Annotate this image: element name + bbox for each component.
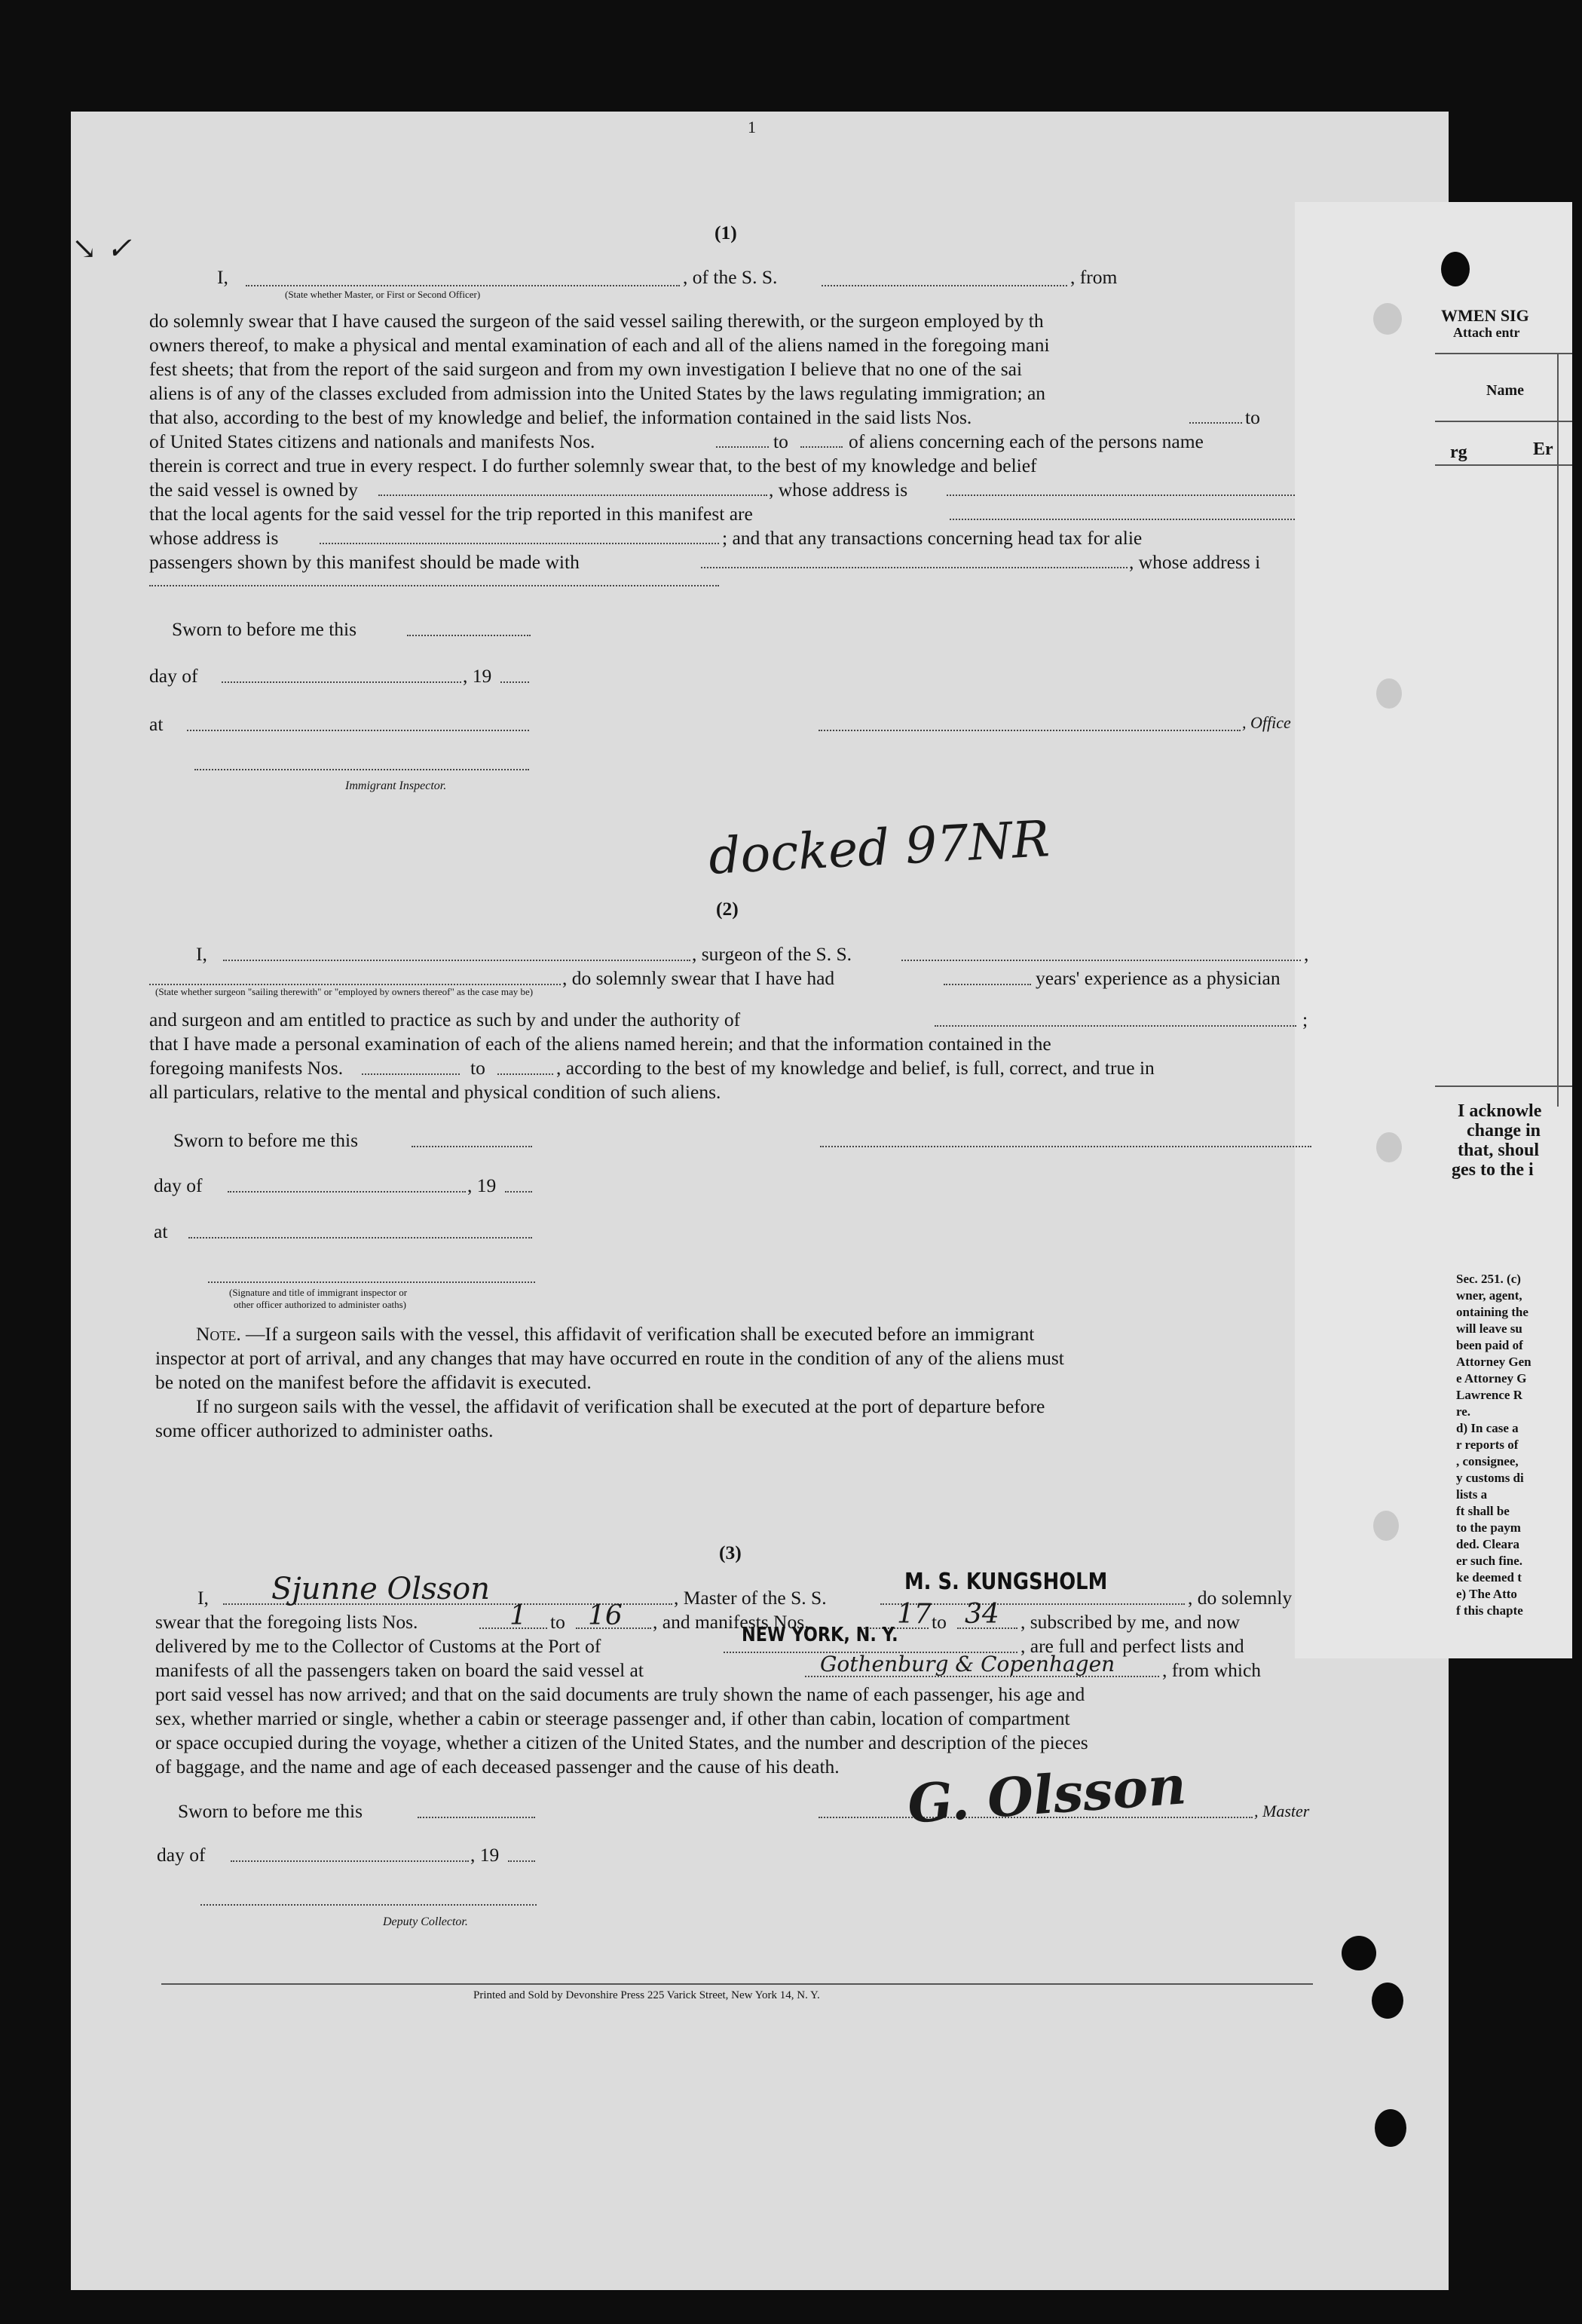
rs-ack-1: I acknowle <box>1458 1101 1542 1121</box>
s1-body-10: whose address is <box>149 527 279 549</box>
rs-row1-b: Er <box>1533 439 1553 459</box>
margin-scribble: ↘ ✓ <box>72 231 132 266</box>
s3-subscribed: , subscribed by me, and now <box>1020 1611 1241 1633</box>
s2-sworn: Sworn to before me this <box>173 1129 359 1151</box>
rs-sec-13: y customs di <box>1456 1471 1524 1485</box>
s2-note-3: be noted on the manifest before the affidavit is executed. <box>155 1371 592 1393</box>
s2-signature-note-2: other officer authorized to administer oaths) <box>234 1299 406 1310</box>
footer-printer: Printed and Sold by Devonshire Press 225 Varick Street, New York 14, N. Y. <box>473 1989 820 2001</box>
rs-sec-4: will leave su <box>1456 1321 1522 1336</box>
s3-body-2: sex, whether married or single, whether a cabin or steerage passenger and, if other than cabin, location of compartment <box>155 1707 1070 1729</box>
s2-note-label: Note. <box>196 1323 241 1345</box>
s3-solemnly: , do solemnly <box>1188 1587 1293 1609</box>
s1-day-blank <box>222 681 461 683</box>
rs-header-1: WMEN SIG <box>1441 306 1529 325</box>
s2-signature-note-1: (Signature and title of immigrant inspector or <box>229 1287 408 1298</box>
s3-to: to <box>550 1611 565 1633</box>
s2-swear: , do solemnly swear that I have had <box>562 967 835 989</box>
s2-sign-blank <box>820 1146 1311 1147</box>
rs-sec-19: ke deemed t <box>1456 1570 1522 1585</box>
s3-full: , are full and perfect lists and <box>1020 1635 1244 1657</box>
s1-body-1: do solemnly swear that I have caused the surgeon of the said vessel sailing therewith, or the surgeon employed by th <box>149 310 1044 332</box>
s2-surgeon-name-blank <box>223 960 690 961</box>
s2-nos-blank <box>362 1073 460 1075</box>
s2-note-4: If no surgeon sails with the vessel, the affidavit of verification shall be executed at the port of departure before <box>196 1395 1045 1417</box>
rs-sec-11: r reports of <box>1456 1438 1519 1452</box>
section-2-number: (2) <box>716 898 739 920</box>
s1-manifests-from-blank <box>716 446 769 448</box>
s3-body-3: or space occupied during the voyage, whether a citizen of the United States, and the number and description of the pieces <box>155 1732 1088 1753</box>
s3-sworn-blank <box>418 1817 535 1818</box>
rs-sec-21: f this chapte <box>1456 1603 1523 1618</box>
rs-sec-3: ontaining the <box>1456 1305 1528 1319</box>
rs-header-2: Attach entr <box>1453 325 1520 340</box>
s3-manifests-taken: manifests of all the passengers taken on board the said vessel at <box>155 1659 644 1681</box>
s2-years: years' experience as a physician <box>1036 967 1281 989</box>
s1-head-tax: ; and that any transactions concerning head tax for alie <box>722 527 1143 549</box>
s2-year: , 19 <box>467 1174 497 1196</box>
s1-officer-note: (State whether Master, or First or Second Officer) <box>285 289 481 300</box>
footer-rule <box>161 1983 1313 1985</box>
s3-master-of: , Master of the S. S. <box>674 1587 827 1609</box>
s1-body-5: that also, according to the best of my knowledge and belief, the information contained in the said lists Nos. <box>149 406 972 428</box>
binder-hole <box>1342 1936 1376 1970</box>
s1-at-blank <box>187 730 529 731</box>
s1-head-tax-blank <box>701 567 1128 568</box>
s2-note-2: inspector at port of arrival, and any changes that may have occurred en route in the condition of any of the aliens must <box>155 1347 1064 1369</box>
rs-ack-3: that, shoul <box>1458 1141 1540 1160</box>
page-number: 1 <box>748 118 756 136</box>
s3-lists-from: 1 <box>509 1600 527 1631</box>
rs-sec-15: ft shall be <box>1456 1504 1510 1518</box>
s1-body-4: aliens is of any of the classes excluded from admission into the United States by the laws regulating immigration; an <box>149 382 1046 404</box>
s2-surgeon-note: (State whether surgeon "sailing therewith" or "employed by owners thereof" as the case may be) <box>155 986 534 997</box>
s3-delivered: delivered by me to the Collector of Customs at the Port of <box>155 1635 601 1657</box>
s2-body-4: all particulars, relative to the mental and physical condition of such aliens. <box>149 1081 721 1103</box>
s2-i: I, <box>196 943 207 965</box>
s1-whose-address: , whose address is <box>769 479 908 501</box>
docked-handwritten-note: docked 97NR <box>707 810 1051 886</box>
binder-hole <box>1372 1983 1403 2019</box>
s3-manifests: , and manifests Nos. <box>653 1611 809 1633</box>
rs-col-divider <box>1557 353 1559 1107</box>
binder-hole <box>1376 1132 1402 1162</box>
s3-manifests-to: 34 <box>965 1599 999 1630</box>
s2-surgeon-type-blank <box>149 984 561 985</box>
s1-inspector: Immigrant Inspector. <box>345 779 447 792</box>
s1-officer: , Office <box>1242 713 1291 732</box>
s3-manifests-from: 17 <box>897 1599 932 1630</box>
binder-hole <box>1373 1511 1399 1541</box>
s3-year-blank <box>508 1860 535 1862</box>
s3-master: , Master <box>1254 1802 1310 1820</box>
s1-year-blank <box>500 681 529 683</box>
section-1-number: (1) <box>715 222 737 243</box>
s3-deputy-blank <box>200 1904 537 1906</box>
s2-year-blank <box>505 1191 532 1193</box>
s3-master-signature: G. Olsson <box>905 1753 1189 1836</box>
s1-agents-blank <box>950 519 1295 520</box>
rs-sec-10: d) In case a <box>1456 1421 1519 1435</box>
s1-officer-blank <box>246 285 680 286</box>
s2-at-blank <box>188 1237 532 1239</box>
s2-vessel-blank <box>901 960 1301 961</box>
s1-to: to <box>1245 406 1260 428</box>
s2-body-2: that I have made a personal examination of each of the aliens named herein; and that the information contained in the <box>149 1033 1051 1055</box>
rs-ack-2: change in <box>1467 1121 1541 1141</box>
s1-i: I, <box>217 266 228 288</box>
s1-agents-address-blank <box>320 543 719 544</box>
rs-sec-2: wner, agent, <box>1456 1288 1522 1303</box>
binder-hole <box>1375 2109 1406 2147</box>
s1-day-of: day of <box>149 665 198 687</box>
s1-inspector-blank <box>194 769 529 770</box>
s3-lists-to: 16 <box>588 1600 623 1631</box>
s3-sworn: Sworn to before me this <box>178 1800 363 1822</box>
s3-port-stamp: NEW YORK, N. Y. <box>742 1624 898 1646</box>
s1-body-6: of United States citizens and nationals and manifests Nos. <box>149 430 595 452</box>
s2-to-blank <box>497 1073 553 1075</box>
binder-hole <box>1441 252 1470 286</box>
s1-aliens-concerning: of aliens concerning each of the persons name <box>849 430 1204 452</box>
s1-owner-address-blank <box>947 495 1295 496</box>
s1-body-11: passengers shown by this manifest should be made with <box>149 551 580 573</box>
s1-body-2: owners thereof, to make a physical and mental examination of each and all of the aliens named in the foregoing mani <box>149 334 1050 356</box>
s1-year: , 19 <box>463 665 492 687</box>
rs-col-name: Name <box>1486 382 1524 399</box>
s1-owner-blank <box>378 495 767 496</box>
s1-body-9: that the local agents for the said vessel for the trip reported in this manifest are <box>149 503 753 525</box>
s3-vessel-stamp: M. S. KUNGSHOLM <box>904 1569 1108 1595</box>
s2-at: at <box>154 1220 168 1242</box>
s3-year: , 19 <box>470 1844 500 1866</box>
s2-comma: , <box>1304 943 1309 965</box>
s3-to2: to <box>932 1611 947 1633</box>
rs-sec-8: Lawrence R <box>1456 1388 1522 1402</box>
binder-hole <box>1373 303 1402 335</box>
s3-deputy: Deputy Collector. <box>383 1915 468 1928</box>
s3-i: I, <box>197 1587 209 1609</box>
s2-body-1: and surgeon and am entitled to practice as such by and under the authority of <box>149 1009 741 1030</box>
s3-origin: Gothenburg & Copenhagen <box>820 1652 1115 1676</box>
rs-sec-7: e Attorney G <box>1456 1371 1527 1386</box>
s2-day-of: day of <box>154 1174 203 1196</box>
s1-whose-address-i: , whose address i <box>1129 551 1261 573</box>
s1-manifests-to-blank <box>800 446 843 448</box>
s3-from-which: , from which <box>1162 1659 1262 1681</box>
s2-authority-blank <box>935 1025 1296 1027</box>
binder-hole <box>1376 678 1402 709</box>
s1-vessel-blank <box>822 285 1067 286</box>
section-3-number: (3) <box>719 1542 742 1563</box>
rs-rule-2 <box>1435 421 1572 422</box>
s3-swear: swear that the foregoing lists Nos. <box>155 1611 418 1633</box>
rs-row1-a: rg <box>1450 442 1467 462</box>
s2-surgeon: , surgeon of the S. S. <box>692 943 852 965</box>
rs-sec-12: , consignee, <box>1456 1454 1519 1468</box>
rs-sec-5: been paid of <box>1456 1338 1523 1352</box>
s3-master-name: Sjunne Olsson <box>271 1572 490 1606</box>
s1-of-ss: , of the S. S. <box>683 266 778 288</box>
rs-sec-17: ded. Cleara <box>1456 1537 1520 1551</box>
s1-at: at <box>149 713 164 735</box>
s2-according: , according to the best of my knowledge and belief, is full, correct, and true in <box>556 1057 1155 1079</box>
s2-note-5: some officer authorized to administer oaths. <box>155 1419 494 1441</box>
s1-from: , from <box>1070 266 1118 288</box>
s2-signature-line <box>208 1281 535 1283</box>
s2-sworn-blank <box>412 1146 532 1147</box>
s1-lists-blank <box>1189 422 1242 424</box>
s1-body-8: the said vessel is owned by <box>149 479 358 501</box>
s1-sworn-blank <box>407 635 531 636</box>
rs-sec-16: to the paym <box>1456 1520 1521 1535</box>
rs-rule-4 <box>1435 1085 1572 1087</box>
s2-note-1: —If a surgeon sails with the vessel, this affidavit of verification shall be executed before an immigrant <box>246 1323 1035 1345</box>
s1-officer-sign-blank <box>819 730 1241 731</box>
rs-ack-4: ges to the i <box>1452 1160 1534 1180</box>
s3-day-of: day of <box>157 1844 206 1866</box>
s3-body-1: port said vessel has now arrived; and that on the said documents are truly shown the name of each passenger, his age and <box>155 1683 1085 1705</box>
s2-years-blank <box>944 984 1031 985</box>
rs-rule-1 <box>1435 353 1572 354</box>
rs-sec-18: er such fine. <box>1456 1554 1522 1568</box>
s1-body-7: therein is correct and true in every respect. I do further solemnly swear that, to the best of my knowledge and belief <box>149 455 1037 476</box>
rs-rule-3 <box>1435 464 1572 466</box>
s1-head-tax-address-blank <box>149 585 719 586</box>
s1-sworn: Sworn to before me this <box>172 618 357 640</box>
s3-body-4: of baggage, and the name and age of each deceased passenger and the cause of his death. <box>155 1756 840 1777</box>
s2-semicolon: ; <box>1302 1009 1308 1030</box>
s1-manifests-to: to <box>773 430 788 452</box>
rs-sec-6: Attorney Gen <box>1456 1355 1532 1369</box>
s2-body-3: foregoing manifests Nos. <box>149 1057 344 1079</box>
s1-body-3: fest sheets; that from the report of the said surgeon and from my own investigation I believe that no one of the sai <box>149 358 1023 380</box>
rs-sec-9: re. <box>1456 1404 1471 1419</box>
s2-to: to <box>470 1057 485 1079</box>
rs-sec-14: lists a <box>1456 1487 1488 1502</box>
rs-sec-20: e) The Atto <box>1456 1587 1517 1601</box>
rs-sec-1: Sec. 251. (c) <box>1456 1272 1521 1286</box>
s3-day-blank <box>231 1860 469 1862</box>
s2-day-blank <box>228 1191 466 1193</box>
